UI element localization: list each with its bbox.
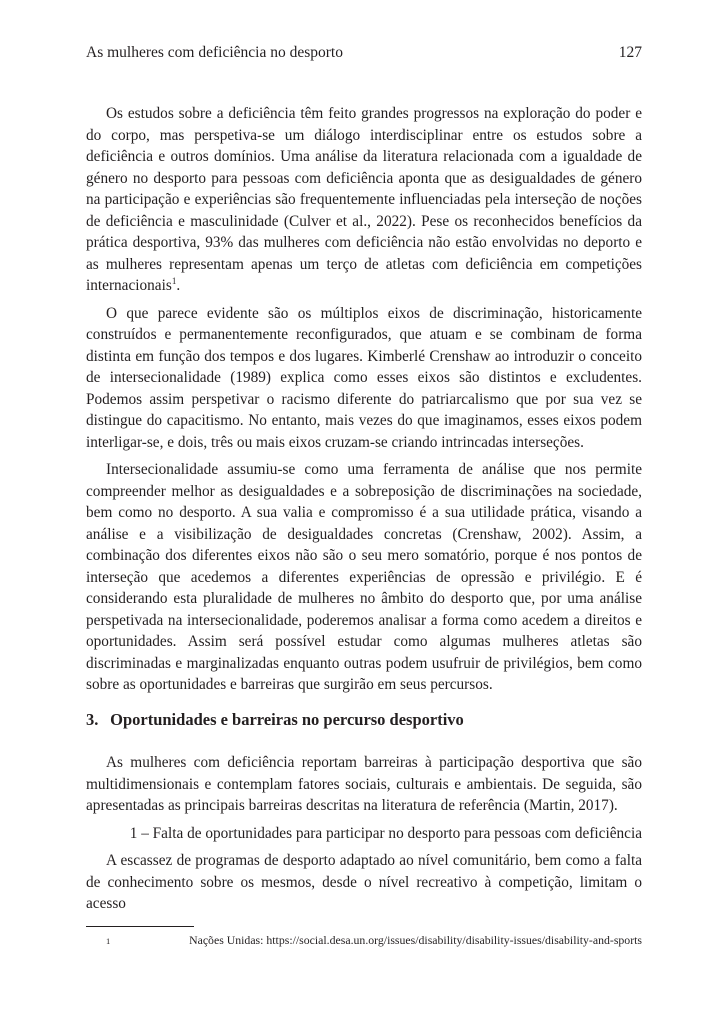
section-title: Oportunidades e barreiras no percurso desportivo <box>110 710 464 729</box>
body-text <box>86 103 642 702</box>
footnote-reference[interactable]: 1 <box>171 275 177 286</box>
paragraph: As mulheres com deficiência reportam barreiras à participação desportiva que são multidimensionais e contemplam fatores sociais, culturais e ambientais. De seguida, são apresentadas as principais barreiras descritas na literatura de referência (Martin, 2017). <box>86 754 642 814</box>
running-header <box>86 44 642 62</box>
section-body <box>86 752 642 921</box>
running-title: As mulheres com deficiência no desporto <box>86 44 343 61</box>
paragraph: A escassez de programas de desporto adaptado ao nível comunitário, bem como a falta de conhecimento sobre os mesmos, desde o nível recreativo à competição, limitam o acesso <box>86 852 642 912</box>
paragraph: O que parece evidente são os múltiplos eixos de discriminação, historicamente construídos e permanentemente reconfigurados, que atuam e se combinam de forma distinta em função dos tempos e dos lugares. Kimberlé Crenshaw ao introduzir o conceito de intersecionalidade (1989) explica como esses eixos são distintos e excludentes. Podemos assim perspetivar o racismo diferente do patriarcalismo que por sua vez se distingue do capacitismo. No entanto, mais vezes do que imaginamos, esses eixos podem interligar-se, e dois, três ou mais eixos cruzam-se criando intrincadas interseções. <box>86 304 642 451</box>
paragraph-text: Os estudos sobre a deficiência têm feito grandes progressos na exploração do poder e do corpo, mas perspetiva-se um diálogo interdisciplinar entre os estudos sobre a deficiência e outros domínios. Uma análise da literatura relacionada com a igualdade de género no desporto para pessoas com deficiência aponta que as desigualdades de género na participação e experiências são frequentemente influenciadas pela interseção de noções de deficiência e masculinidade (Culver et al., 2022). Pese os reconhecidos benefícios da prática desportiva, 93% das mulheres com deficiência não estão envolvidas no deporto e as mulheres representam apenas um terço de atletas com deficiência em competições internacionais <box>86 105 642 294</box>
page-number: 127 <box>618 44 642 61</box>
footnote <box>86 933 642 948</box>
footnote-text: Nações Unidas: https://social.desa.un.org/issues/disability/disability-issues/disability-and-sports <box>189 933 642 947</box>
footnote-mark: 1 <box>106 936 111 946</box>
paragraph: Intersecionalidade assumiu-se como uma ferramenta de análise que nos permite compreender melhor as desigualdades e a sobreposição de discriminações na sociedade, bem como no desporto. A sua valia e compromisso é a sua utilidade prática, visando a análise e a visibilização de desigualdades concretas (Crenshaw, 2002). Assim, a combinação dos diferentes eixos não são o seu mero somatório, porque é nos pontos de interseção que acedemos a diferentes experiências de opressão e privilégio. E é considerando esta pluralidade de mulheres no âmbito do desporto que, por uma análise perspetivada na intersecionalidade, poderemos analisar a forma como acedem a direitos e oportunidades. Assim será possível estudar como algumas mulheres atletas são discriminadas e marginalizadas enquanto outras podem usufruir de privilégios, bem como sobre as oportunidades e barreiras que surgirão em seus percursos. <box>86 461 642 693</box>
paragraph-end: . <box>176 277 181 294</box>
footnote-separator <box>86 926 194 927</box>
section-heading <box>86 710 642 730</box>
section-number: 3. <box>86 710 99 729</box>
paragraph <box>86 103 642 297</box>
barrier-item: 1 – Falta de oportunidades para participar no desporto para pessoas com deficiência <box>129 824 642 842</box>
